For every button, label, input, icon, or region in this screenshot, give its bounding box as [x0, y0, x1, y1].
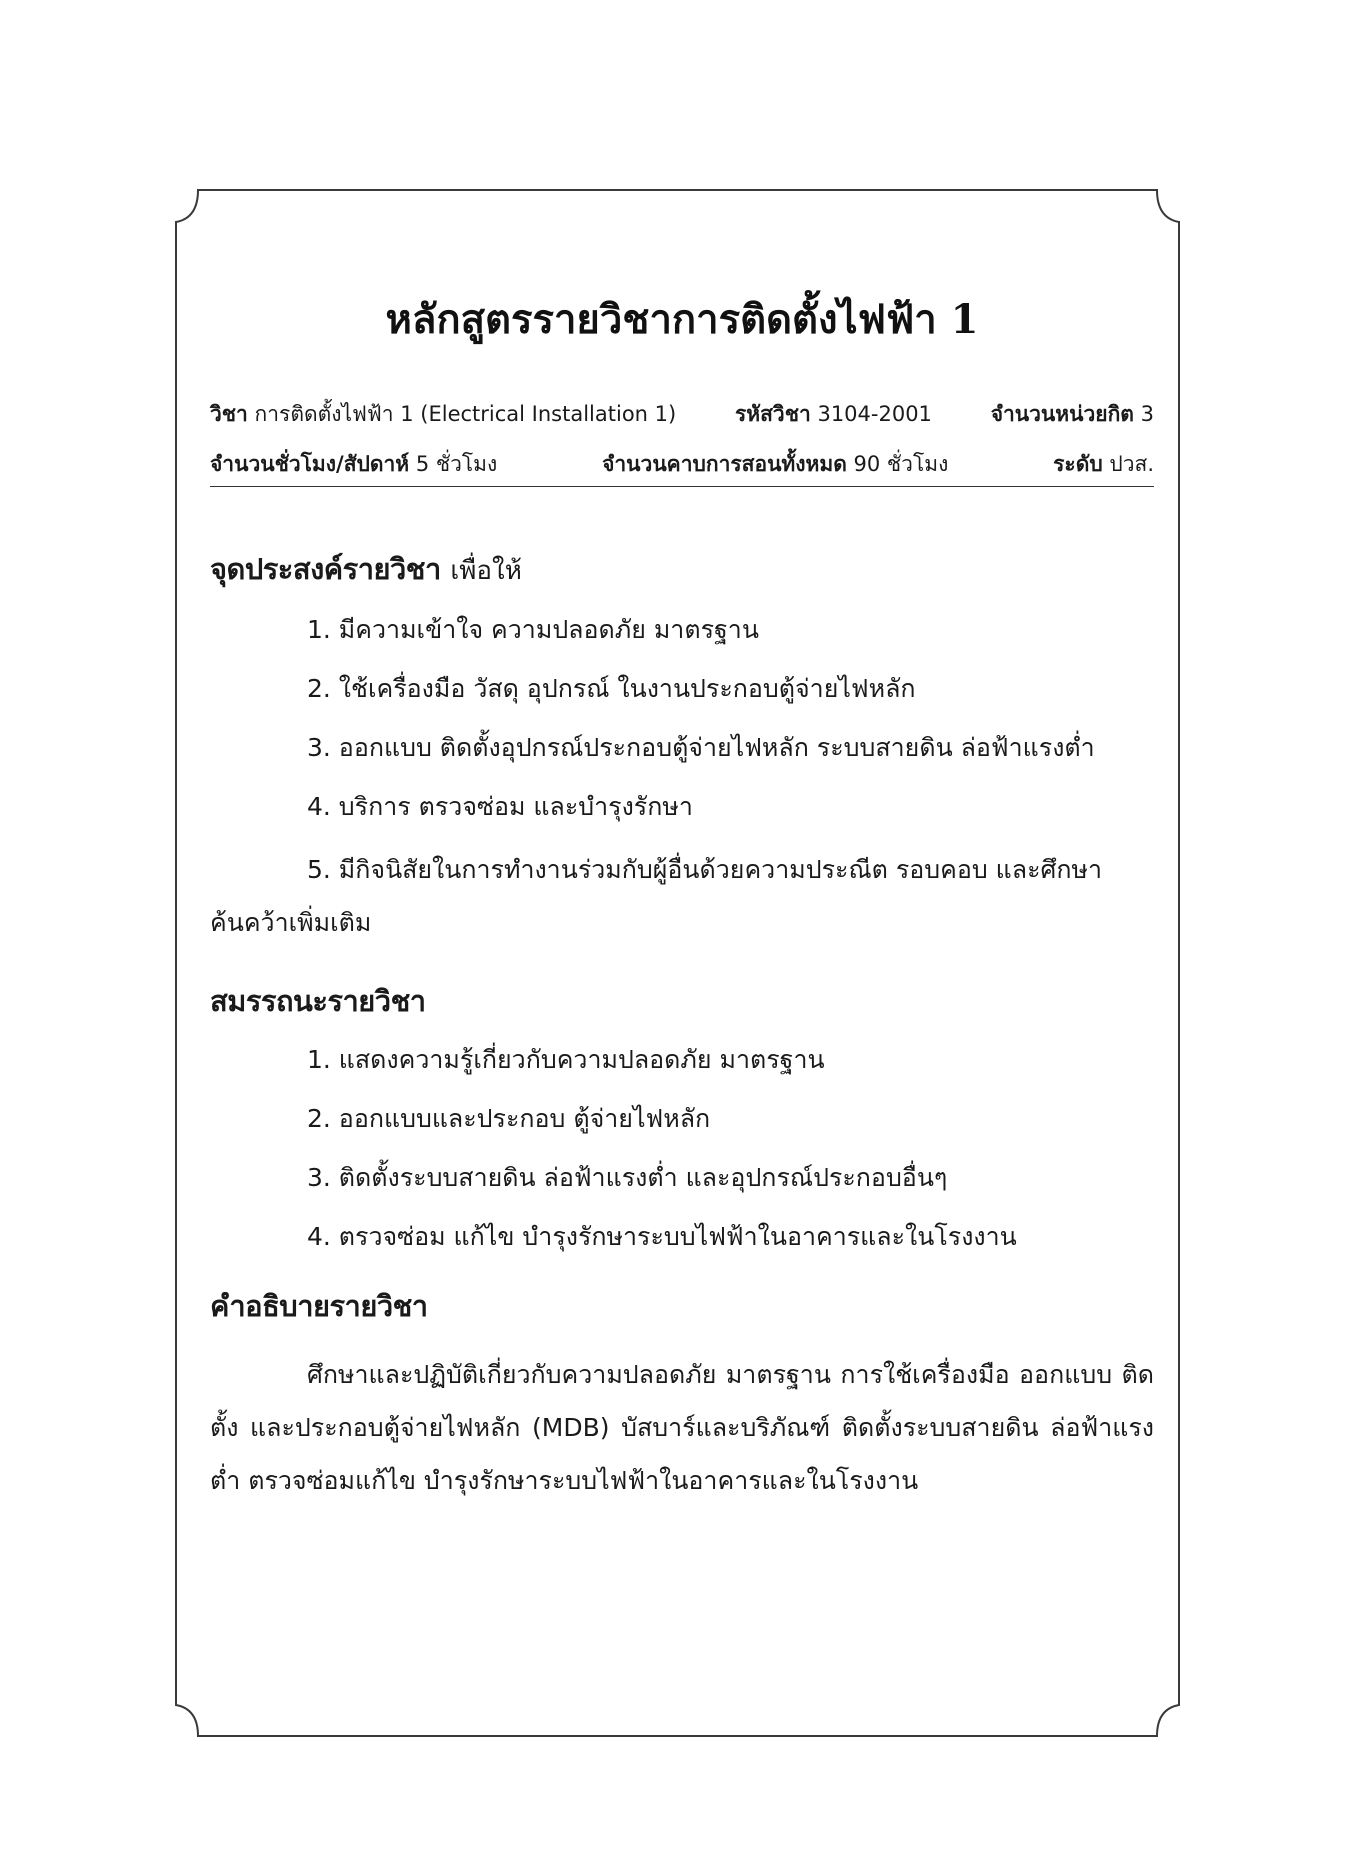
list-item: 3. ติดตั้งระบบสายดิน ล่อฟ้าแรงต่ำ และอุปกรณ์ประกอบอื่นๆ	[307, 1163, 948, 1192]
syllabus-content	[210, 290, 1154, 1507]
description-heading: คำอธิบายรายวิชา	[210, 1289, 428, 1323]
objectives-list	[210, 613, 1154, 949]
list-item: 5. มีกิจนิสัยในการทำงานร่วมกับผู้อื่นด้วยความประณีต รอบคอบ และศึกษาค้นคว้าเพิ่มเติม	[210, 855, 1103, 937]
credits-info: จำนวนหน่วยกิต 3	[990, 402, 1154, 426]
competencies-heading: สมรรถนะรายวิชา	[210, 984, 426, 1018]
level-info: ระดับ ปวส.	[1053, 452, 1154, 476]
list-item: 2. ออกแบบและประกอบ ตู้จ่ายไฟหลัก	[307, 1104, 711, 1133]
description-paragraph: ศึกษาและปฏิบัติเกี่ยวกับความปลอดภัย มาตรฐาน การใช้เครื่องมือ ออกแบบ ติดตั้ง และประกอบตู้จ่ายไฟหลัก (MDB) บัสบาร์และบริภัณฑ์ ติดตั้งระบบสายดิน ล่อฟ้าแรงต่ำ ตรวจซ่อมแก้ไข บำรุงรักษาระบบไฟฟ้าในอาคารและในโรงงาน	[210, 1360, 1154, 1495]
list-item: 4. บริการ ตรวจซ่อม และบำรุงรักษา	[307, 792, 693, 821]
list-item: 1. แสดงความรู้เกี่ยวกับความปลอดภัย มาตรฐาน	[307, 1045, 825, 1074]
hours-per-week-info: จำนวนชั่วโมง/สัปดาห์ 5 ชั่วโมง	[210, 452, 498, 476]
list-item: 1. มีความเข้าใจ ความปลอดภัย มาตรฐาน	[307, 615, 759, 644]
list-item: 3. ออกแบบ ติดตั้งอุปกรณ์ประกอบตู้จ่ายไฟหลัก ระบบสายดิน ล่อฟ้าแรงต่ำ	[307, 733, 1095, 762]
list-item: 4. ตรวจซ่อม แก้ไข บำรุงรักษาระบบไฟฟ้าในอาคารและในโรงงาน	[307, 1222, 1017, 1251]
competencies-list	[210, 1043, 1154, 1254]
subject-info: วิชา การติดตั้งไฟฟ้า 1 (Electrical Installation 1)	[210, 402, 677, 426]
page-title: หลักสูตรรายวิชาการติดตั้งไฟฟ้า 1	[385, 296, 979, 343]
course-code-info: รหัสวิชา 3104-2001	[734, 402, 932, 426]
list-item: 2. ใช้เครื่องมือ วัสดุ อุปกรณ์ ในงานประกอบตู้จ่ายไฟหลัก	[307, 674, 916, 703]
objectives-heading: จุดประสงค์รายวิชา เพื่อให้	[210, 552, 522, 586]
total-hours-info: จำนวนคาบการสอนทั้งหมด 90 ชั่วโมง	[602, 452, 949, 476]
course-info-row-1	[210, 400, 1154, 428]
course-info-row-2	[210, 450, 1154, 487]
